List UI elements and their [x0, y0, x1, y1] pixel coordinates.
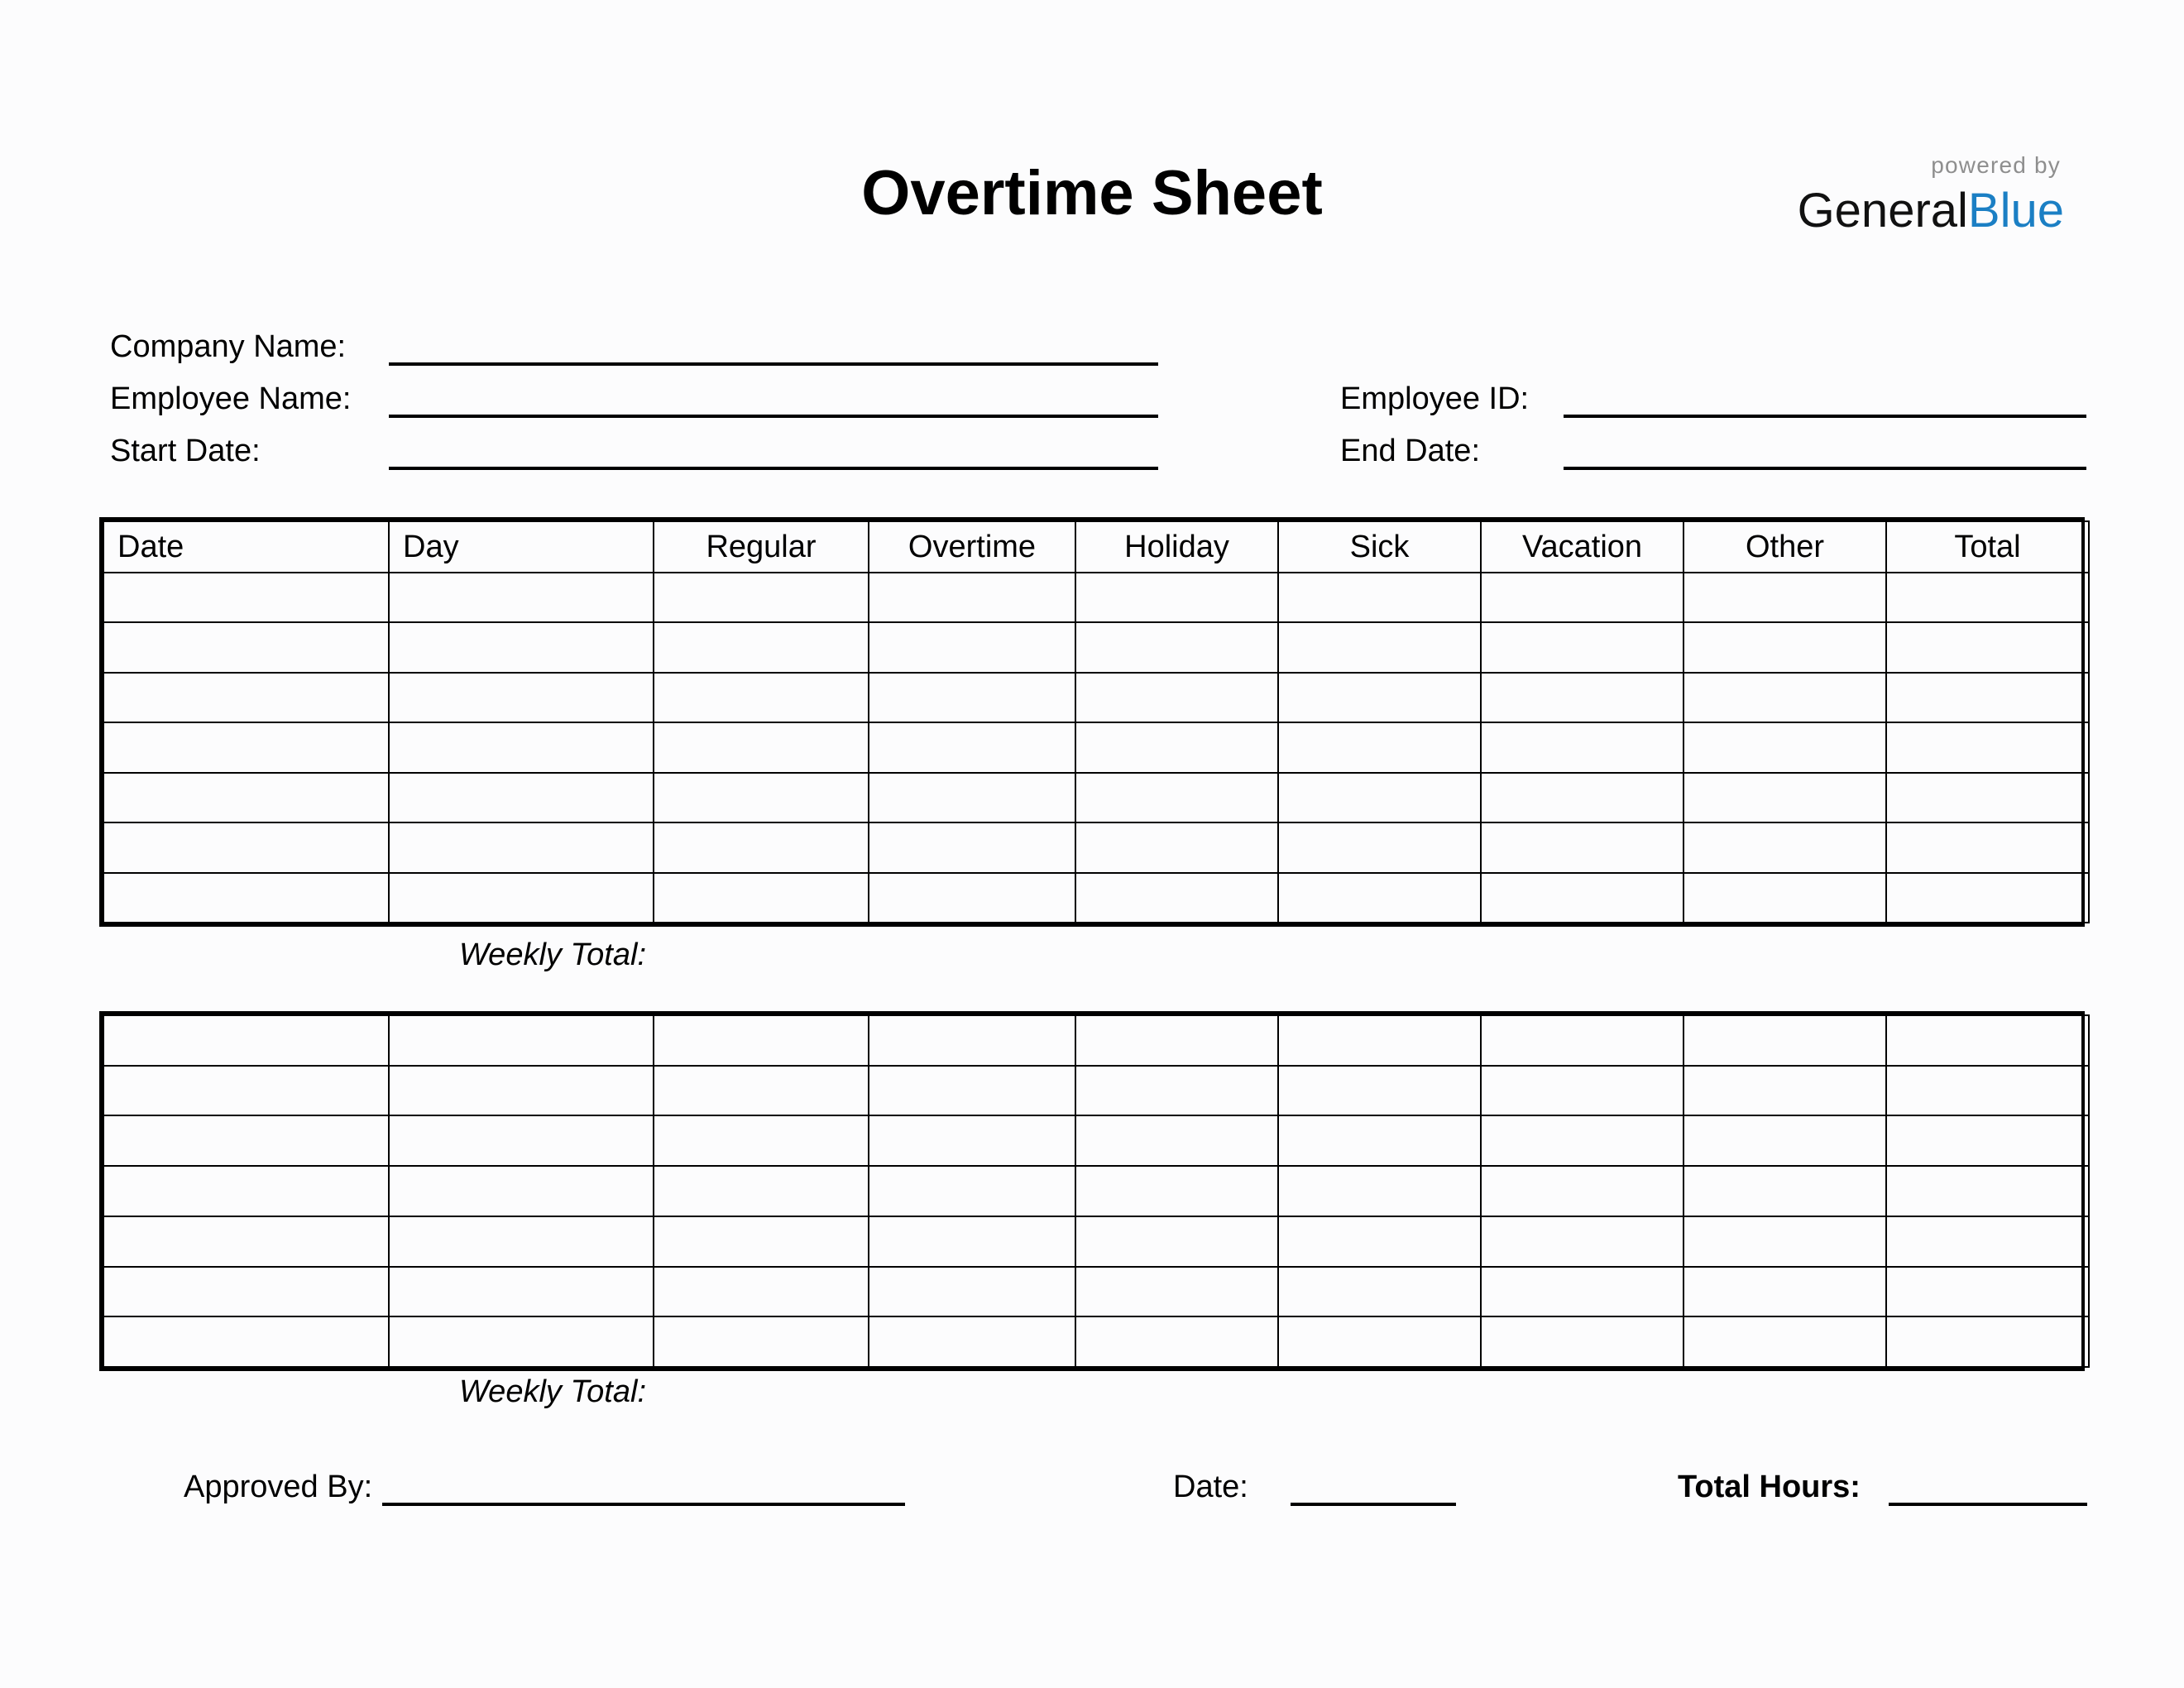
table-cell[interactable]: [1886, 873, 2089, 923]
table-cell[interactable]: [103, 1316, 389, 1367]
table-cell[interactable]: [869, 822, 1075, 872]
table-cell[interactable]: [869, 1166, 1075, 1216]
table-cell[interactable]: [869, 722, 1075, 772]
employee-name-input[interactable]: [389, 415, 1158, 418]
table-cell[interactable]: [1075, 822, 1278, 872]
table-cell[interactable]: [389, 1015, 654, 1066]
table-cell[interactable]: [1886, 722, 2089, 772]
week1-timesheet-table: [99, 517, 2085, 927]
table-cell[interactable]: [389, 673, 654, 722]
company-name-label: Company Name:: [110, 329, 347, 364]
table-cell[interactable]: [103, 1066, 389, 1116]
table-cell[interactable]: [103, 1015, 389, 1066]
table-cell[interactable]: [1481, 1066, 1684, 1116]
week2-table-body: [103, 1015, 2089, 1367]
total-hours-label: Total Hours:: [1678, 1470, 1861, 1504]
table-cell[interactable]: [654, 722, 869, 772]
table-cell[interactable]: [654, 1166, 869, 1216]
table-cell[interactable]: [869, 1115, 1075, 1166]
footer-date-label: Date:: [1173, 1470, 1248, 1504]
column-header-vacation: Vacation: [1481, 521, 1684, 573]
table-cell[interactable]: [1684, 1066, 1886, 1116]
brand-name-blue: Blue: [1967, 184, 2064, 237]
table-cell[interactable]: [869, 1015, 1075, 1066]
weekly-total-label-1: Weekly Total:: [459, 938, 646, 972]
table-cell[interactable]: [1886, 1015, 2089, 1066]
table-cell[interactable]: [1684, 873, 1886, 923]
week1-table-body: [103, 573, 2089, 923]
table-cell[interactable]: [654, 1015, 869, 1066]
table-cell[interactable]: [1278, 1216, 1481, 1267]
end-date-label: End Date:: [1340, 434, 1480, 468]
table-cell[interactable]: [1481, 722, 1684, 772]
column-header-date: Date: [103, 521, 389, 573]
table-cell[interactable]: [1075, 1015, 1278, 1066]
table-cell[interactable]: [1886, 1166, 2089, 1216]
employee-name-label: Employee Name:: [110, 381, 352, 416]
table-cell[interactable]: [1481, 573, 1684, 622]
table-cell[interactable]: [1481, 1015, 1684, 1066]
table-cell[interactable]: [103, 622, 389, 672]
employee-id-label: Employee ID:: [1340, 381, 1530, 416]
table-cell[interactable]: [654, 773, 869, 822]
table-cell[interactable]: [1075, 773, 1278, 822]
table-cell[interactable]: [389, 573, 654, 622]
brand-name-general: General: [1797, 184, 1968, 237]
table-cell[interactable]: [389, 873, 654, 923]
table-cell[interactable]: [654, 1267, 869, 1317]
table-cell[interactable]: [654, 673, 869, 722]
table-cell[interactable]: [1278, 1115, 1481, 1166]
table-cell[interactable]: [1075, 1316, 1278, 1367]
table-cell[interactable]: [103, 673, 389, 722]
table-cell[interactable]: [1886, 622, 2089, 672]
table-cell[interactable]: [1886, 822, 2089, 872]
table-cell[interactable]: [869, 1216, 1075, 1267]
table-cell[interactable]: [1278, 873, 1481, 923]
table-cell[interactable]: [103, 573, 389, 622]
table-row: [103, 722, 2089, 772]
week1-table-header: [103, 521, 2089, 573]
table-cell[interactable]: [103, 1115, 389, 1166]
table-cell[interactable]: [389, 1066, 654, 1116]
table-cell[interactable]: [869, 673, 1075, 722]
table-cell[interactable]: [389, 822, 654, 872]
table-cell[interactable]: [1481, 873, 1684, 923]
table-row: [103, 1166, 2089, 1216]
table-cell[interactable]: [1278, 622, 1481, 672]
table-cell[interactable]: [389, 1267, 654, 1317]
table-cell[interactable]: [103, 1267, 389, 1317]
table-cell[interactable]: [1481, 673, 1684, 722]
table-cell[interactable]: [1886, 1216, 2089, 1267]
table-cell[interactable]: [1075, 722, 1278, 772]
table-cell[interactable]: [869, 1066, 1075, 1116]
table-cell[interactable]: [1684, 1015, 1886, 1066]
table-cell[interactable]: [1481, 1166, 1684, 1216]
table-cell[interactable]: [869, 1316, 1075, 1367]
column-header-regular: Regular: [654, 521, 869, 573]
table-cell[interactable]: [389, 773, 654, 822]
table-cell[interactable]: [1481, 822, 1684, 872]
table-row: [103, 1316, 2089, 1367]
table-cell[interactable]: [1278, 1015, 1481, 1066]
table-cell[interactable]: [103, 773, 389, 822]
table-cell[interactable]: [654, 573, 869, 622]
table-cell[interactable]: [869, 873, 1075, 923]
generalblue-wordmark: [1798, 184, 2064, 237]
weekly-total-label-2: Weekly Total:: [459, 1374, 646, 1409]
table-cell[interactable]: [1075, 622, 1278, 672]
table-cell[interactable]: [869, 1267, 1075, 1317]
column-header-holiday: Holiday: [1075, 521, 1278, 573]
week2-timesheet-table: [99, 1011, 2085, 1371]
table-cell[interactable]: [1481, 1316, 1684, 1367]
table-cell[interactable]: [654, 1316, 869, 1367]
table-cell[interactable]: [389, 1216, 654, 1267]
table-cell[interactable]: [1481, 1216, 1684, 1267]
table-cell[interactable]: [869, 622, 1075, 672]
table-cell[interactable]: [103, 1166, 389, 1216]
table-cell[interactable]: [389, 722, 654, 772]
table-cell[interactable]: [389, 1115, 654, 1166]
table-cell[interactable]: [1278, 1166, 1481, 1216]
approved-by-label: Approved By:: [184, 1470, 373, 1504]
table-cell[interactable]: [1075, 1066, 1278, 1116]
column-header-day: Day: [389, 521, 654, 573]
table-cell[interactable]: [1684, 722, 1886, 772]
table-cell[interactable]: [1684, 673, 1886, 722]
table-cell[interactable]: [1278, 1316, 1481, 1367]
table-cell[interactable]: [1684, 1267, 1886, 1317]
table-row: [103, 622, 2089, 672]
powered-by-label: powered by: [1931, 152, 2061, 178]
table-cell[interactable]: [1278, 573, 1481, 622]
table-cell[interactable]: [1684, 822, 1886, 872]
table-row: [103, 573, 2089, 622]
table-cell[interactable]: [1886, 573, 2089, 622]
total-hours-input[interactable]: [1889, 1503, 2087, 1506]
table-cell[interactable]: [1075, 673, 1278, 722]
week1-table: [103, 520, 2090, 923]
table-cell[interactable]: [1684, 1166, 1886, 1216]
table-cell[interactable]: [1886, 773, 2089, 822]
table-cell[interactable]: [1278, 822, 1481, 872]
table-row: [103, 1216, 2089, 1267]
table-cell[interactable]: [1886, 1316, 2089, 1367]
table-cell[interactable]: [1886, 1267, 2089, 1317]
table-cell[interactable]: [1481, 773, 1684, 822]
table-cell[interactable]: [389, 1166, 654, 1216]
company-name-input[interactable]: [389, 362, 1158, 366]
table-cell[interactable]: [1278, 773, 1481, 822]
table-cell[interactable]: [1075, 1216, 1278, 1267]
table-cell[interactable]: [1684, 1316, 1886, 1367]
table-cell[interactable]: [654, 822, 869, 872]
table-cell[interactable]: [1481, 622, 1684, 672]
table-cell[interactable]: [869, 573, 1075, 622]
end-date-input[interactable]: [1564, 467, 2086, 470]
table-row: [103, 1267, 2089, 1317]
table-cell[interactable]: [1278, 1267, 1481, 1317]
table-row: [103, 1115, 2089, 1166]
table-cell[interactable]: [1075, 573, 1278, 622]
employee-id-input[interactable]: [1564, 415, 2086, 418]
table-cell[interactable]: [1075, 873, 1278, 923]
table-cell[interactable]: [654, 1066, 869, 1116]
table-row: [103, 673, 2089, 722]
table-cell[interactable]: [103, 873, 389, 923]
table-cell[interactable]: [1075, 1166, 1278, 1216]
table-cell[interactable]: [654, 873, 869, 923]
table-cell[interactable]: [1481, 1267, 1684, 1317]
table-cell[interactable]: [654, 1115, 869, 1166]
table-row: [103, 773, 2089, 822]
start-date-input[interactable]: [389, 467, 1158, 470]
table-cell[interactable]: [1684, 622, 1886, 672]
table-row: [103, 1015, 2089, 1066]
table-cell[interactable]: [869, 773, 1075, 822]
table-cell[interactable]: [1278, 722, 1481, 772]
table-cell[interactable]: [1278, 673, 1481, 722]
approved-by-input[interactable]: [382, 1503, 905, 1506]
table-cell[interactable]: [654, 622, 869, 672]
column-header-overtime: Overtime: [869, 521, 1075, 573]
column-header-sick: Sick: [1278, 521, 1481, 573]
brand-logo: [1798, 154, 2064, 235]
table-row: [103, 1066, 2089, 1116]
table-cell[interactable]: [103, 822, 389, 872]
table-cell[interactable]: [1075, 1115, 1278, 1166]
week2-table: [103, 1014, 2090, 1368]
table-row: [103, 873, 2089, 923]
table-cell[interactable]: [1481, 1115, 1684, 1166]
footer-date-input[interactable]: [1291, 1503, 1456, 1506]
page-title: Overtime Sheet: [861, 158, 1323, 228]
table-cell[interactable]: [1684, 773, 1886, 822]
table-cell[interactable]: [1075, 1267, 1278, 1317]
header-row: [103, 521, 2089, 573]
table-cell[interactable]: [1278, 1066, 1481, 1116]
table-cell[interactable]: [654, 1216, 869, 1267]
table-cell[interactable]: [1886, 1066, 2089, 1116]
table-cell[interactable]: [1684, 1115, 1886, 1166]
column-header-other: Other: [1684, 521, 1886, 573]
start-date-label: Start Date:: [110, 434, 261, 468]
table-cell[interactable]: [1886, 673, 2089, 722]
table-cell[interactable]: [1684, 1216, 1886, 1267]
table-cell[interactable]: [1886, 1115, 2089, 1166]
column-header-total: Total: [1886, 521, 2089, 573]
table-cell[interactable]: [389, 1316, 654, 1367]
table-cell[interactable]: [389, 622, 654, 672]
table-cell[interactable]: [1684, 573, 1886, 622]
table-cell[interactable]: [103, 1216, 389, 1267]
table-row: [103, 822, 2089, 872]
table-cell[interactable]: [103, 722, 389, 772]
